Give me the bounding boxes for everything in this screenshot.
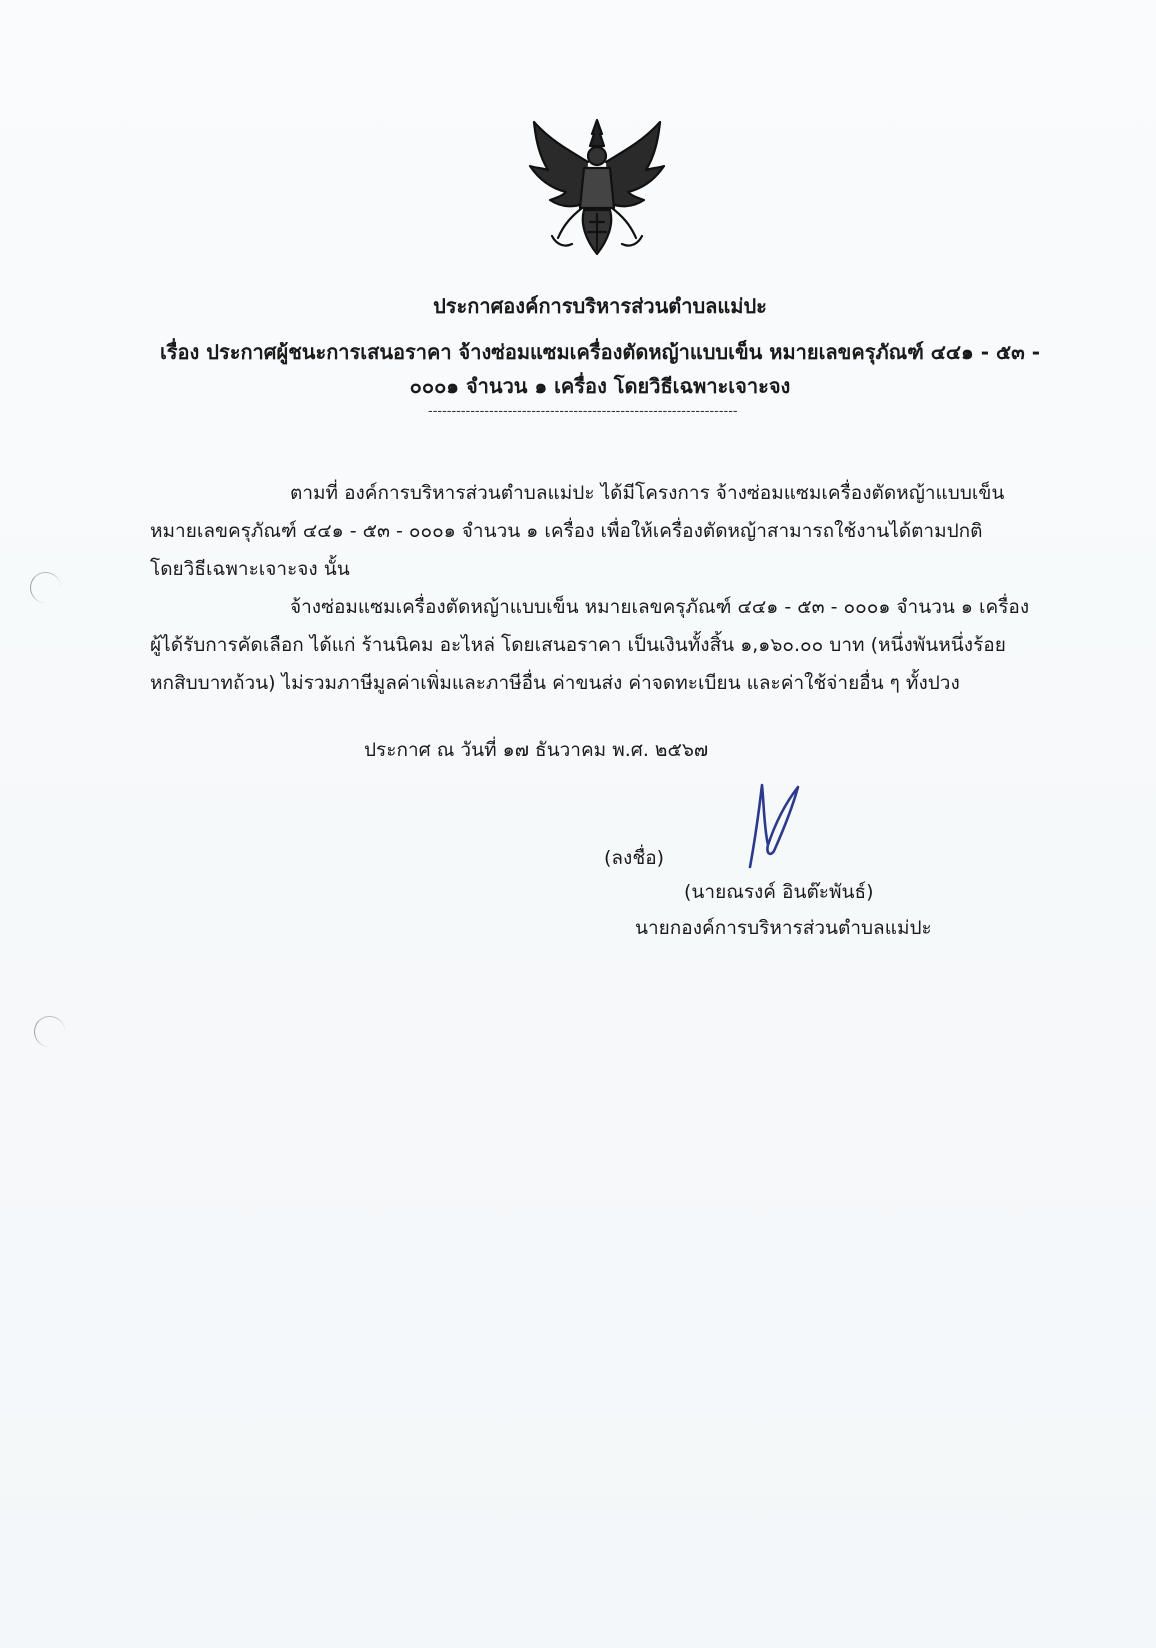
punch-hole — [30, 572, 61, 603]
paragraph-1-line-1: ตามที่ องค์การบริหารส่วนตำบลแม่ปะ ได้มีโครงการ จ้างซ่อมแซมเครื่องตัดหญ้าแบบเข็น — [290, 482, 1005, 504]
signer-position: นายกองค์การบริหารส่วนตำบลแม่ปะ — [635, 917, 932, 939]
announcement-date: ประกาศ ณ วันที่ ๑๗ ธันวาคม พ.ศ. ๒๕๖๗ — [364, 739, 709, 761]
signature-label: (ลงชื่อ) — [604, 847, 665, 869]
paragraph-2-line-1: จ้างซ่อมแซมเครื่องตัดหญ้าแบบเข็น หมายเลขครุภัณฑ์ ๔๔๑ - ๕๓ - ๐๐๐๑ จำนวน ๑ เครื่อง — [290, 596, 1030, 618]
paragraph-2-line-2: ผู้ได้รับการคัดเลือก ได้แก่ ร้านนิคม อะไหล่ โดยเสนอราคา เป็นเงินทั้งสิ้น ๑,๑๖๐.๐๐ บาท (หนึ่งพันหนึ่งร้อย — [150, 634, 1006, 656]
announcement-subject-line-2: ๐๐๐๑ จำนวน ๑ เครื่อง โดยวิธีเฉพาะเจาะจง — [409, 374, 791, 398]
garuda-emblem-icon — [522, 112, 672, 262]
paragraph-1-line-3: โดยวิธีเฉพาะเจาะจง นั้น — [150, 558, 350, 580]
paragraph-2-line-3: หกสิบบาทถ้วน) ไม่รวมภาษีมูลค่าเพิ่มและภาษีอื่น ค่าขนส่ง ค่าจดทะเบียน และค่าใช้จ่ายอื่น ๆ ทั้งปวง — [150, 672, 960, 694]
header-divider: ------------------------------------------------------------------ — [428, 404, 738, 419]
punch-hole — [34, 1016, 65, 1047]
signer-name: (นายณรงค์ อินต๊ะพันธ์) — [684, 881, 874, 903]
announcement-subject-line-1: เรื่อง ประกาศผู้ชนะการเสนอราคา จ้างซ่อมแซมเครื่องตัดหญ้าแบบเข็น หมายเลขครุภัณฑ์ ๔๔๑ - ๕๓ - — [159, 340, 1041, 364]
paragraph-1-line-2: หมายเลขครุภัณฑ์ ๔๔๑ - ๕๓ - ๐๐๐๑ จำนวน ๑ เครื่อง เพื่อให้เครื่องตัดหญ้าสามารถใช้งานได้ตามปกติ — [150, 520, 983, 542]
announcement-title: ประกาศองค์การบริหารส่วนตำบลแม่ปะ — [433, 294, 767, 318]
signature-mark — [740, 775, 810, 875]
